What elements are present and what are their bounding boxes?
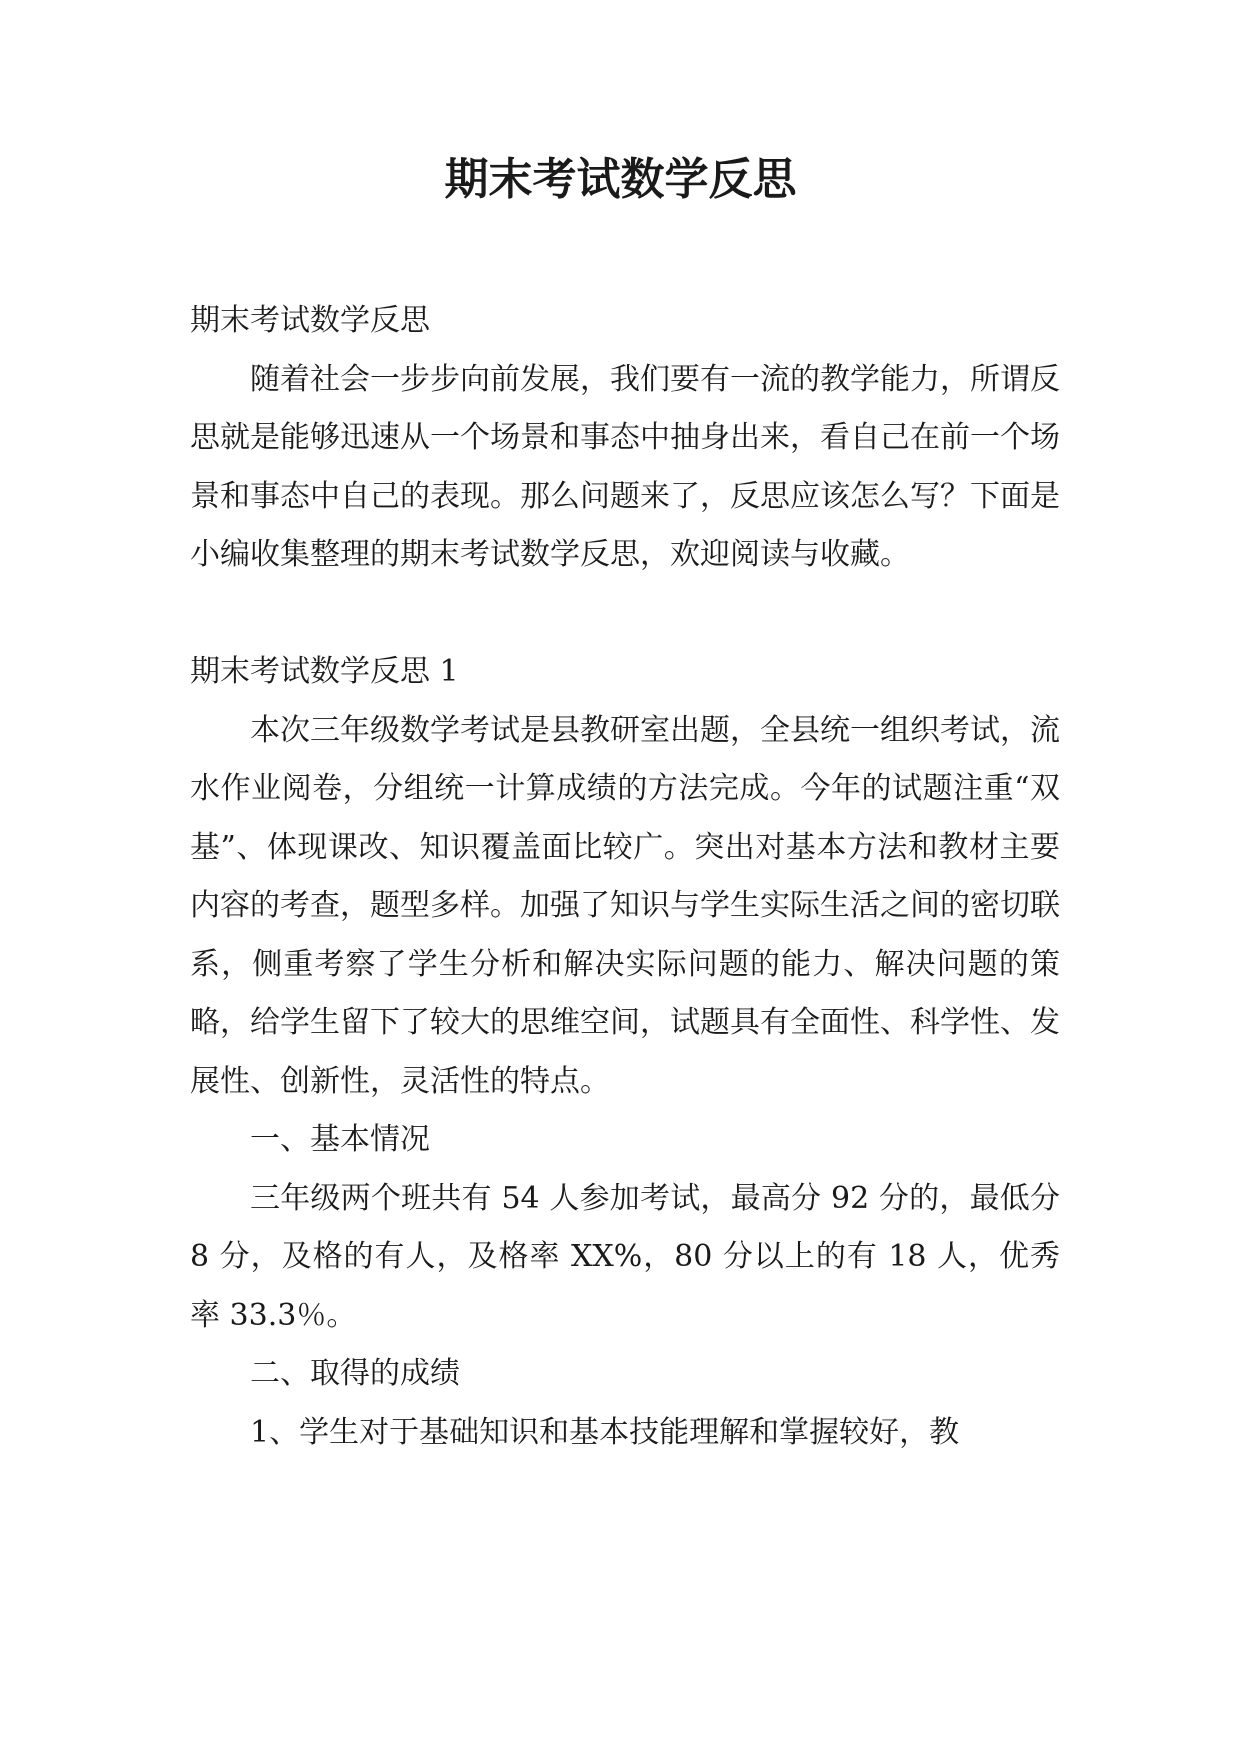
section-paragraph: 本次三年级数学考试是县教研室出题，全县统一组织考试，流水作业阅卷，分组统一计算成绩的方法完成。今年的试题注重“双基”、体现课改、知识覆盖面比较广。突出对基本方法和教材主要内容的考查，题型多样。加强了知识与学生实际生活之间的密切联系，侧重考察了学生分析和解决实际问题的能力、解决问题的策略，给学生留下了较大的思维空间，试题具有全面性、科学性、发展性、创新性，灵活性的特点。 (190, 712, 1060, 1099)
basic-situation-paragraph: 三年级两个班共有 54 人参加考试，最高分 92 分的，最低分 8 分，及格的有人，及格率 XX%，80 分以上的有 18 人，优秀率 33.3％。 (190, 1180, 1060, 1333)
paragraph-gap (190, 585, 1060, 644)
achievements-heading: 二、取得的成绩 (250, 1356, 460, 1391)
achievement-item: 1、学生对于基础知识和基本技能理解和掌握较好，教 (250, 1414, 960, 1450)
document-subtitle: 期末考试数学反思 (190, 303, 430, 338)
intro-paragraph: 随着社会一步步向前发展，我们要有一流的教学能力，所谓反思就是能够迅速从一个场景和事态中抽身出来，看自己在前一个场景和事态中自己的表现。那么问题来了，反思应该怎么写？下面是小编收集整理的期末考试数学反思，欢迎阅读与收藏。 (190, 361, 1060, 572)
section-heading: 期末考试数学反思 1 (190, 654, 459, 689)
basic-situation-heading: 一、基本情况 (250, 1122, 430, 1157)
document-title: 期末考试数学反思 (444, 154, 797, 205)
document-body (190, 292, 1060, 1462)
